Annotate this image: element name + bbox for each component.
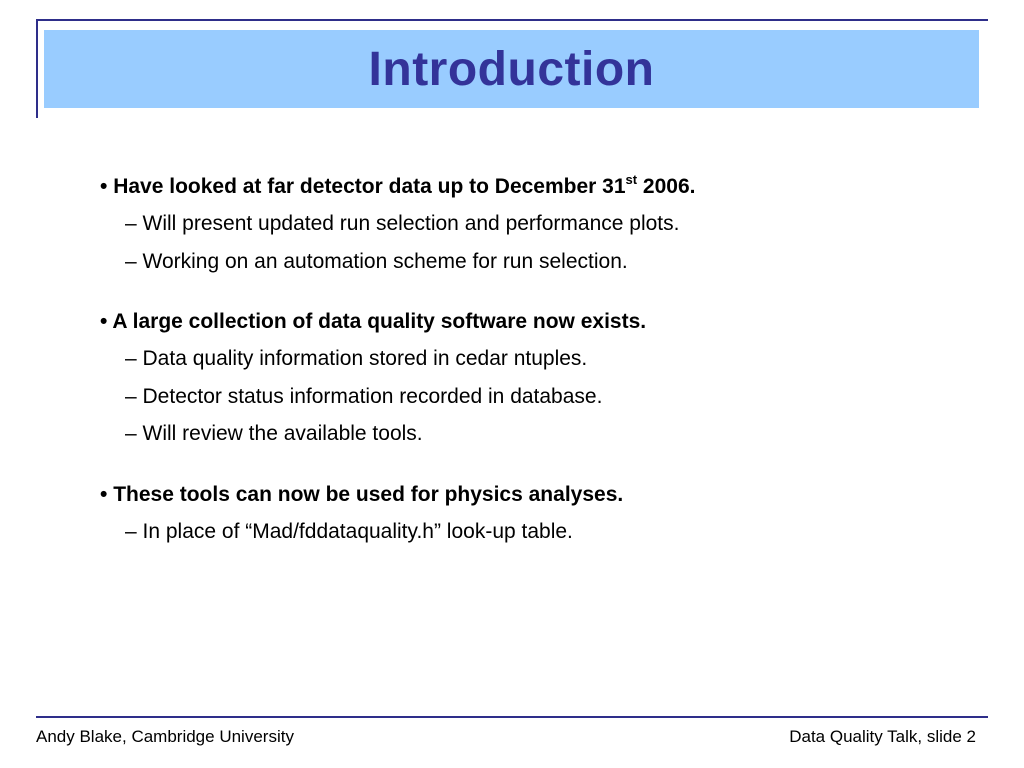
bullet-text: These tools can now be used for physics analyses. xyxy=(113,482,624,506)
bullet-item xyxy=(100,163,980,205)
slide-title: Introduction xyxy=(368,42,655,96)
bullet-group-1 xyxy=(100,163,980,280)
bullet-text: A large collection of data quality software now exists. xyxy=(112,310,647,333)
slide-body xyxy=(100,163,980,574)
bullet-marker: • xyxy=(100,482,108,506)
bullet-marker: • xyxy=(100,310,108,333)
bullet-marker: • xyxy=(100,175,108,198)
bullet-item xyxy=(100,477,980,513)
bullet-group-3 xyxy=(100,477,980,551)
left-frame-line xyxy=(36,19,38,118)
footer-slide-label: Data Quality Talk, slide 2 xyxy=(789,727,976,746)
title-banner xyxy=(44,30,979,108)
bullet-item xyxy=(100,304,980,340)
top-frame-line xyxy=(36,19,988,21)
sub-item: – Working on an automation scheme for run selection. xyxy=(125,249,628,273)
bullet-superscript: st xyxy=(625,172,638,187)
footer-divider xyxy=(36,716,988,718)
footer-author: Andy Blake, Cambridge University xyxy=(36,727,294,746)
sub-item: – In place of “Mad/fddataquality.h” look-up table. xyxy=(125,519,573,543)
bullet-text-after: 2006. xyxy=(637,175,696,198)
bullet-group-2 xyxy=(100,304,980,453)
sub-item: – Data quality information stored in cedar ntuples. xyxy=(125,347,588,370)
sub-item: – Detector status information recorded in database. xyxy=(125,384,603,408)
sub-item: – Will present updated run selection and performance plots. xyxy=(125,212,680,235)
sub-item: – Will review the available tools. xyxy=(125,422,423,445)
bullet-text: Have looked at far detector data up to December 31 xyxy=(113,175,626,198)
